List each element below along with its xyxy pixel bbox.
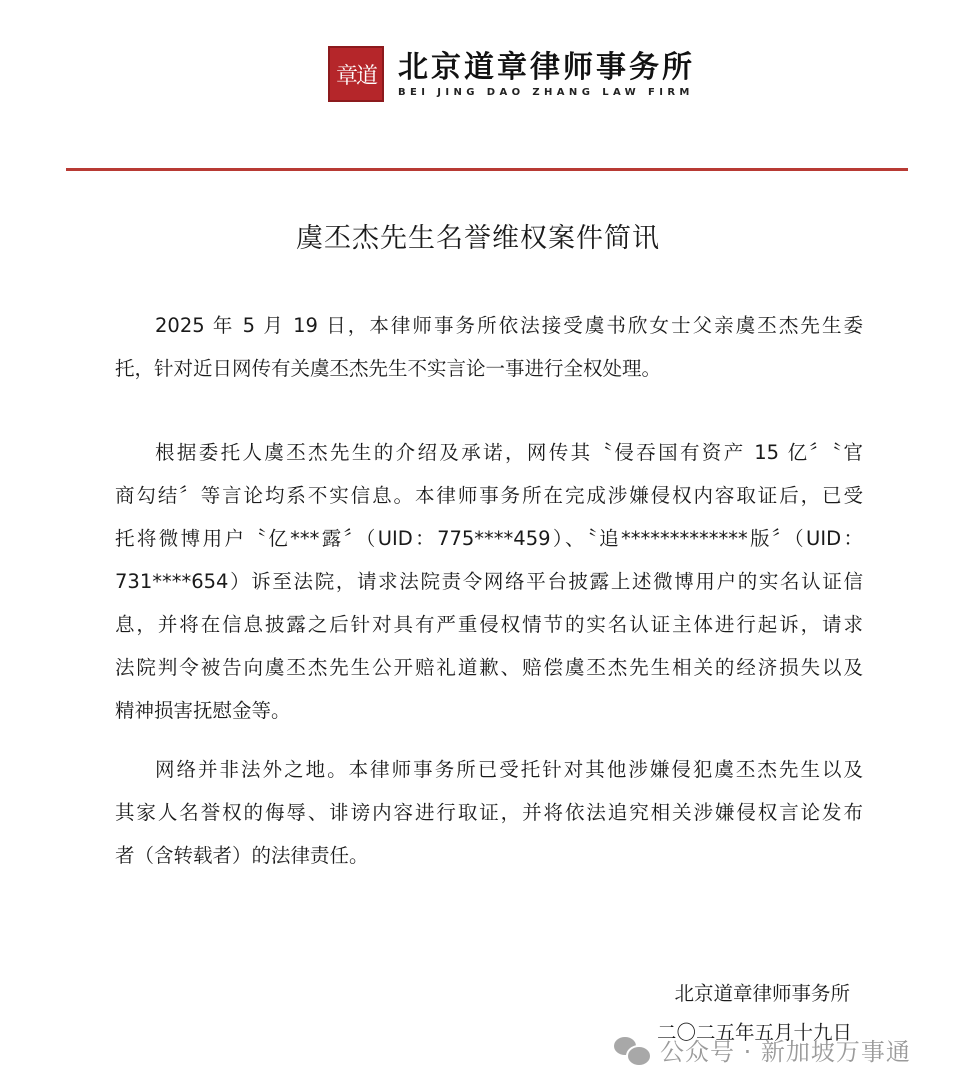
text-line: 731****654）诉至法院，请求法院责令网络平台披露上述微博用户的实名认证信 <box>115 570 863 593</box>
paragraph-2 <box>115 431 863 732</box>
text-line: 法院判令被告向虞丕杰先生公开赔礼道歉、赔偿虞丕杰先生相关的经济损失以及 <box>115 656 863 679</box>
watermark <box>614 1032 911 1067</box>
document-title: 虞丕杰先生名誉维权案件简讯 <box>296 223 660 254</box>
text-line: 精神损害抚慰金等。 <box>115 699 291 722</box>
paragraph-3 <box>115 748 863 877</box>
wechat-icon <box>614 1035 652 1065</box>
firm-name-cn: 北京道章律师事务所 <box>398 49 695 85</box>
text-line: 托，针对近日网传有关虞丕杰先生不实言论一事进行全权处理。 <box>115 357 662 380</box>
signature-date: 二〇二五年五月十九日 <box>656 1021 852 1044</box>
signature-firm: 北京道章律师事务所 <box>674 982 850 1005</box>
watermark-text: 公众号 · 新加坡万事通 <box>660 1038 911 1066</box>
header-divider <box>66 168 908 171</box>
text-line: 2025 年 5 月 19 日，本律师事务所依法接受虞书欣女士父亲虞丕杰先生委 <box>155 314 863 337</box>
text-line: 者（含转载者）的法律责任。 <box>115 844 369 867</box>
text-line: 息，并将在信息披露之后针对具有严重侵权情节的实名认证主体进行起诉，请求 <box>115 613 863 636</box>
text-line: 根据委托人虞丕杰先生的介绍及承诺，网传其〝侵吞国有资产 15 亿〞〝官 <box>155 441 863 464</box>
firm-name-en: BEI JING DAO ZHANG LAW FIRM <box>398 86 694 98</box>
firm-seal: 章道 <box>328 46 384 102</box>
paragraph-1 <box>115 304 863 390</box>
text-line: 其家人名誉权的侮辱、诽谤内容进行取证，并将依法追究相关涉嫌侵权言论发布 <box>115 801 863 824</box>
text-line: 托将微博用户〝亿***露〞（UID：775****459）、〝追*************版〞（UID： <box>115 527 863 550</box>
text-line: 网络并非法外之地。本律师事务所已受托针对其他涉嫌侵犯虞丕杰先生以及 <box>155 758 863 781</box>
text-line: 商勾结〞等言论均系不实信息。本律师事务所在完成涉嫌侵权内容取证后，已受 <box>115 484 863 507</box>
firm-logo <box>328 46 695 102</box>
